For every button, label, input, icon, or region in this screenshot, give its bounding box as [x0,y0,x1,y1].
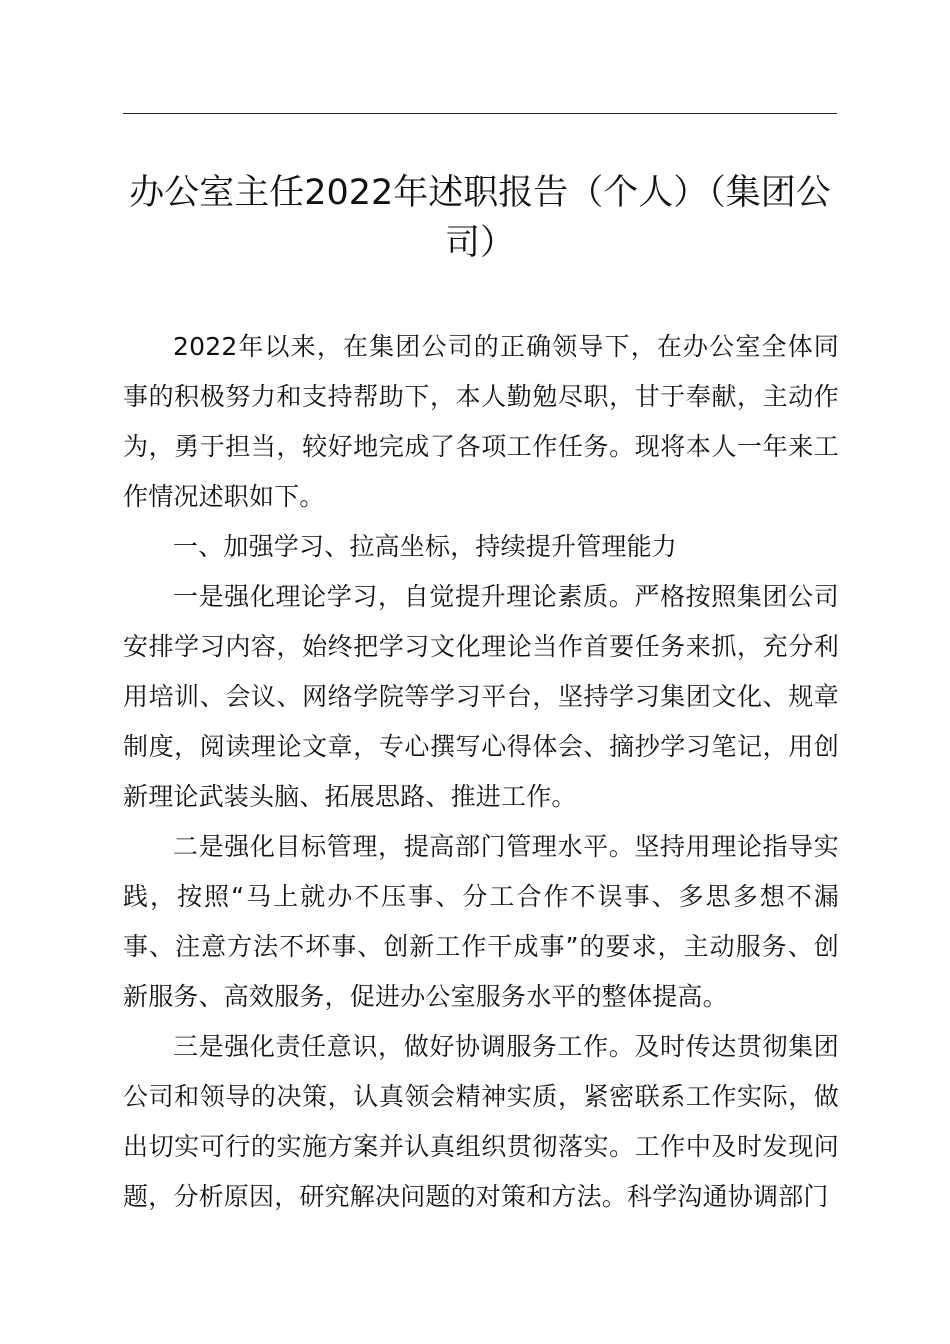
paragraph-target-management: 二是强化目标管理，提高部门管理水平。坚持用理论指导实践，按照“马上就办不压事、分工合作不误事、多思多想不漏事、注意方法不坏事、创新工作干成事”的要求，主动服务、创新服务、高效服务，促进办公室服务水平的整体提高。 [123,832,839,1011]
paragraph-theory-study: 一是强化理论学习，自觉提升理论素质。严格按照集团公司安排学习内容，始终把学习文化理论当作首要任务来抓，充分利用培训、会议、网络学院等学习平台，坚持学习集团文化、规章制度，阅读理论文章，专心撰写心得体会、摘抄学习笔记，用创新理论武装头脑、拓展思路、推进工作。 [123,582,839,811]
document-title: 办公室主任2022年述职报告（个人）（集团公司） [129,173,831,263]
section-heading-1: 一、加强学习、拉高坐标，持续提升管理能力 [173,532,678,561]
paragraph-intro: 2022年以来，在集团公司的正确领导下，在办公室全体同事的积极努力和支持帮助下，本人勤勉尽职，甘于奉献，主动作为，勇于担当，较好地完成了各项工作任务。现将本人一年来工作情况述职如下。 [123,332,839,511]
paragraph-responsibility: 三是强化责任意识，做好协调服务工作。及时传达贯彻集团公司和领导的决策，认真领会精神实质，紧密联系工作实际，做出切实可行的实施方案并认真组织贯彻落实。工作中及时发现问题，分析原因，研究解决问题的对策和方法。科学沟通协调部门 [123,1032,839,1211]
document-body [123,322,839,1222]
header-rule [123,113,837,114]
